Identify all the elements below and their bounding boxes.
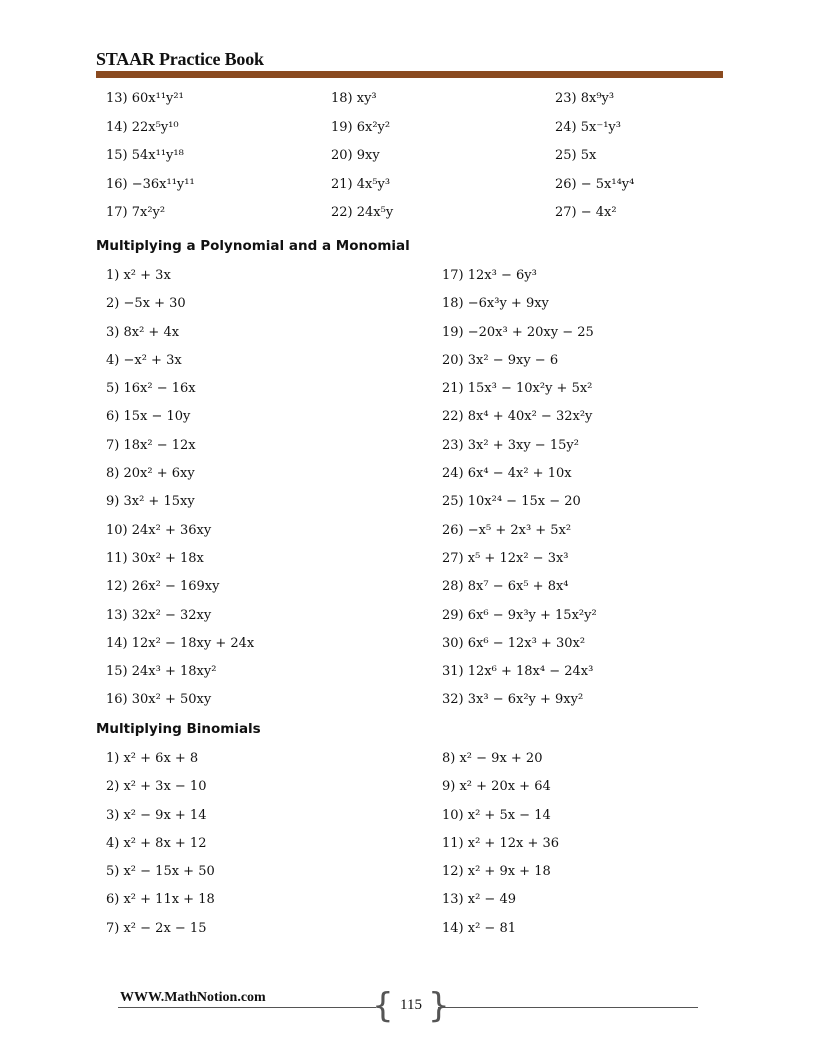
answer-row xyxy=(106,381,706,409)
answer-item: 6) 15x − 10y xyxy=(106,409,191,425)
answer-item: 27) − 4x² xyxy=(555,205,617,220)
answer-item: 11) 30x² + 18x xyxy=(106,550,204,566)
answer-row xyxy=(106,120,666,149)
answer-item: 12) x² + 9x + 18 xyxy=(442,864,551,880)
answer-item: 28) 8x⁷ − 6x⁵ + 8x⁴ xyxy=(442,579,569,595)
answer-item: 12) 26x² − 169xy xyxy=(106,579,220,595)
answer-item: 29) 6x⁶ − 9x³y + 15x²y² xyxy=(442,607,597,623)
answer-row xyxy=(106,921,706,949)
answer-row xyxy=(106,296,706,324)
answer-row xyxy=(106,177,666,206)
answer-item: 31) 12x⁶ + 18x⁴ − 24x³ xyxy=(442,664,594,680)
answer-item: 1) x² + 3x xyxy=(106,268,171,283)
answer-item: 24) 6x⁴ − 4x² + 10x xyxy=(442,466,572,482)
answer-item: 17) 12x³ − 6y³ xyxy=(442,268,537,283)
answer-row xyxy=(106,148,666,177)
answer-item: 26) −x⁵ + 2x³ + 5x² xyxy=(442,522,572,538)
page-header-title: STAAR Practice Book xyxy=(96,49,264,69)
answer-item: 25) 5x xyxy=(555,148,597,163)
answer-row xyxy=(106,892,706,920)
answer-item: 21) 15x³ − 10x²y + 5x² xyxy=(442,381,593,397)
answer-row xyxy=(106,779,706,807)
answer-item: 5) 16x² − 16x xyxy=(106,381,196,397)
answer-item: 2) x² + 3x − 10 xyxy=(106,779,207,795)
answer-item: 18) xy³ xyxy=(331,91,377,106)
answer-item: 5) x² − 15x + 50 xyxy=(106,864,215,880)
answer-row xyxy=(106,325,706,353)
answer-row xyxy=(106,268,706,296)
answer-item: 7) 18x² − 12x xyxy=(106,437,196,453)
answers-top-grid xyxy=(106,91,666,234)
answer-row xyxy=(106,438,706,466)
answer-row xyxy=(106,409,706,437)
answer-item: 23) 3x² + 3xy − 15y² xyxy=(442,437,579,453)
answer-item: 3) x² − 9x + 14 xyxy=(106,807,207,823)
answer-row xyxy=(106,91,666,120)
answer-row xyxy=(106,353,706,381)
answers-polynomial-grid xyxy=(106,268,706,721)
answer-row xyxy=(106,551,706,579)
answer-row xyxy=(106,608,706,636)
answers-binomials-grid xyxy=(106,751,706,949)
answer-row xyxy=(106,864,706,892)
answer-item: 26) − 5x¹⁴y⁴ xyxy=(555,176,635,192)
answer-item: 13) 32x² − 32xy xyxy=(106,607,212,623)
answer-item: 22) 8x⁴ + 40x² − 32x²y xyxy=(442,409,593,425)
answer-item: 25) 10x²⁴ − 15x − 20 xyxy=(442,494,581,510)
answer-item: 4) x² + 8x + 12 xyxy=(106,835,207,851)
answer-item: 1) x² + 6x + 8 xyxy=(106,751,199,766)
answer-row xyxy=(106,692,706,720)
footer-website: WWW.MathNotion.com xyxy=(120,990,266,1005)
answer-item: 14) 22x⁵y¹⁰ xyxy=(106,119,179,135)
answer-item: 10) x² + 5x − 14 xyxy=(442,807,551,823)
footer-divider-right xyxy=(438,1007,698,1008)
answer-item: 4) −x² + 3x xyxy=(106,352,182,368)
answer-row xyxy=(106,494,706,522)
answer-item: 30) 6x⁶ − 12x³ + 30x² xyxy=(442,635,586,651)
answer-item: 27) x⁵ + 12x² − 3x³ xyxy=(442,550,569,566)
page-number: 115 xyxy=(400,997,422,1013)
answer-item: 23) 8x⁹y³ xyxy=(555,91,615,106)
answer-item: 14) 12x² − 18xy + 24x xyxy=(106,635,255,651)
section-title-polynomial: Multiplying a Polynomial and a Monomial xyxy=(96,238,410,254)
answer-item: 24) 5x⁻¹y³ xyxy=(555,119,621,135)
answer-row xyxy=(106,579,706,607)
answer-item: 21) 4x⁵y³ xyxy=(331,176,391,192)
answer-item: 2) −5x + 30 xyxy=(106,296,186,312)
answer-row xyxy=(106,664,706,692)
answer-item: 13) 60x¹¹y²¹ xyxy=(106,91,184,106)
section-title-binomials: Multiplying Binomials xyxy=(96,721,261,737)
answer-item: 11) x² + 12x + 36 xyxy=(442,835,560,851)
footer-divider-left xyxy=(118,1007,376,1008)
answer-item: 14) x² − 81 xyxy=(442,920,516,936)
answer-item: 19) 6x²y² xyxy=(331,119,391,135)
answer-row xyxy=(106,808,706,836)
answer-item: 15) 24x³ + 18xy² xyxy=(106,664,217,680)
header-divider xyxy=(96,71,723,78)
answer-item: 19) −20x³ + 20xy − 25 xyxy=(442,324,594,340)
answer-row xyxy=(106,523,706,551)
answer-item: 22) 24x⁵y xyxy=(331,205,394,220)
answer-row xyxy=(106,205,666,234)
answer-row xyxy=(106,836,706,864)
answer-item: 9) 3x² + 15xy xyxy=(106,494,195,510)
left-bracket-icon: { xyxy=(372,986,394,1026)
answer-item: 15) 54x¹¹y¹⁸ xyxy=(106,148,184,163)
answer-item: 16) −36x¹¹y¹¹ xyxy=(106,176,195,192)
answer-item: 10) 24x² + 36xy xyxy=(106,522,212,538)
answer-item: 3) 8x² + 4x xyxy=(106,324,180,340)
answer-item: 8) x² − 9x + 20 xyxy=(442,751,543,766)
answer-item: 18) −6x³y + 9xy xyxy=(442,296,549,312)
answer-item: 20) 9xy xyxy=(331,148,380,163)
answer-item: 7) x² − 2x − 15 xyxy=(106,920,207,936)
answer-item: 16) 30x² + 50xy xyxy=(106,692,212,708)
answer-item: 32) 3x³ − 6x²y + 9xy² xyxy=(442,692,584,708)
answer-item: 6) x² + 11x + 18 xyxy=(106,892,215,908)
answer-item: 17) 7x²y² xyxy=(106,205,166,220)
answer-item: 8) 20x² + 6xy xyxy=(106,466,195,482)
answer-row xyxy=(106,636,706,664)
answer-row xyxy=(106,751,706,779)
answer-item: 20) 3x² − 9xy − 6 xyxy=(442,352,559,368)
answer-row xyxy=(106,466,706,494)
answer-item: 9) x² + 20x + 64 xyxy=(442,779,551,795)
right-bracket-icon: } xyxy=(428,986,450,1026)
answer-item: 13) x² − 49 xyxy=(442,892,516,908)
